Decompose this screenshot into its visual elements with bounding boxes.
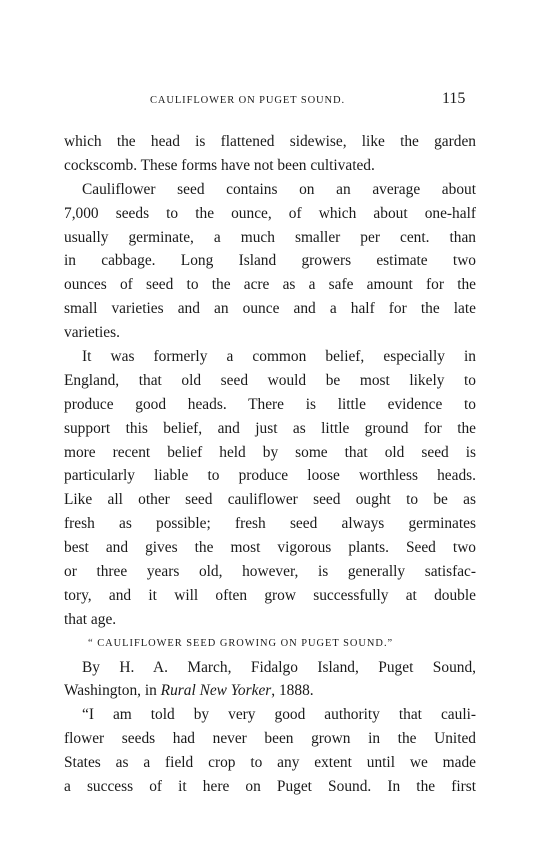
text-line: “I am told by very good authority that cauli- (82, 706, 476, 724)
text-line: fresh as possible; fresh seed always germinates (64, 515, 476, 533)
text-line: Cauliflower seed contains on an average about (82, 180, 476, 198)
text-line: a success of it here on Puget Sound. In the first (64, 778, 476, 796)
text-line: States as a field crop to any extent until we made (64, 754, 476, 772)
text-line: ounces of seed to the acre as a safe amount for the (64, 276, 476, 294)
running-head (0, 91, 552, 111)
text-line: support this belief, and just as little ground for the (64, 419, 476, 437)
text-fragment: Washington, in (64, 682, 161, 700)
text-line: flower seeds had never been grown in the United (64, 730, 476, 748)
text-line: England, that old seed would be most likely to (64, 371, 476, 389)
text-fragment: , 1888. (271, 682, 314, 700)
page-number: 115 (442, 90, 466, 107)
text-line: that age. (64, 610, 117, 628)
text-line: particularly liable to produce loose worthless heads. (64, 467, 476, 485)
text-line: more recent belief held by some that old seed is (64, 443, 476, 461)
text-line: varieties. (64, 324, 120, 342)
section-heading: “ CAULIFLOWER SEED GROWING ON PUGET SOUND.” (88, 637, 394, 649)
text-line: which the head is flattened sidewise, like the garden (64, 133, 476, 150)
text-line: small varieties and an ounce and a half for the late (64, 300, 476, 318)
running-title: CAULIFLOWER ON PUGET SOUND. (150, 95, 346, 106)
text-line (64, 679, 476, 703)
text-line: It was formerly a common belief, especially in (82, 348, 476, 366)
text-line: usually germinate, a much smaller per cent. than (64, 228, 476, 246)
text-line: best and gives the most vigorous plants. Seed two (64, 539, 476, 557)
text-line: cockscomb. These forms have not been cultivated. (64, 156, 375, 174)
text-line: Like all other seed cauliflower seed ought to be as (64, 491, 476, 509)
text-line: produce good heads. There is little evidence to (64, 395, 476, 413)
text-line: or three years old, however, is generally satisfac- (64, 563, 476, 581)
text-line: 7,000 seeds to the ounce, of which about one-half (64, 204, 476, 222)
text-line: in cabbage. Long Island growers estimate two (64, 252, 476, 270)
journal-title: Rural New Yorker (160, 682, 272, 700)
body-text (64, 130, 476, 799)
text-line: tory, and it will often grow successfully at double (64, 586, 476, 604)
text-line: By H. A. March, Fidalgo Island, Puget Sound, (82, 658, 476, 676)
